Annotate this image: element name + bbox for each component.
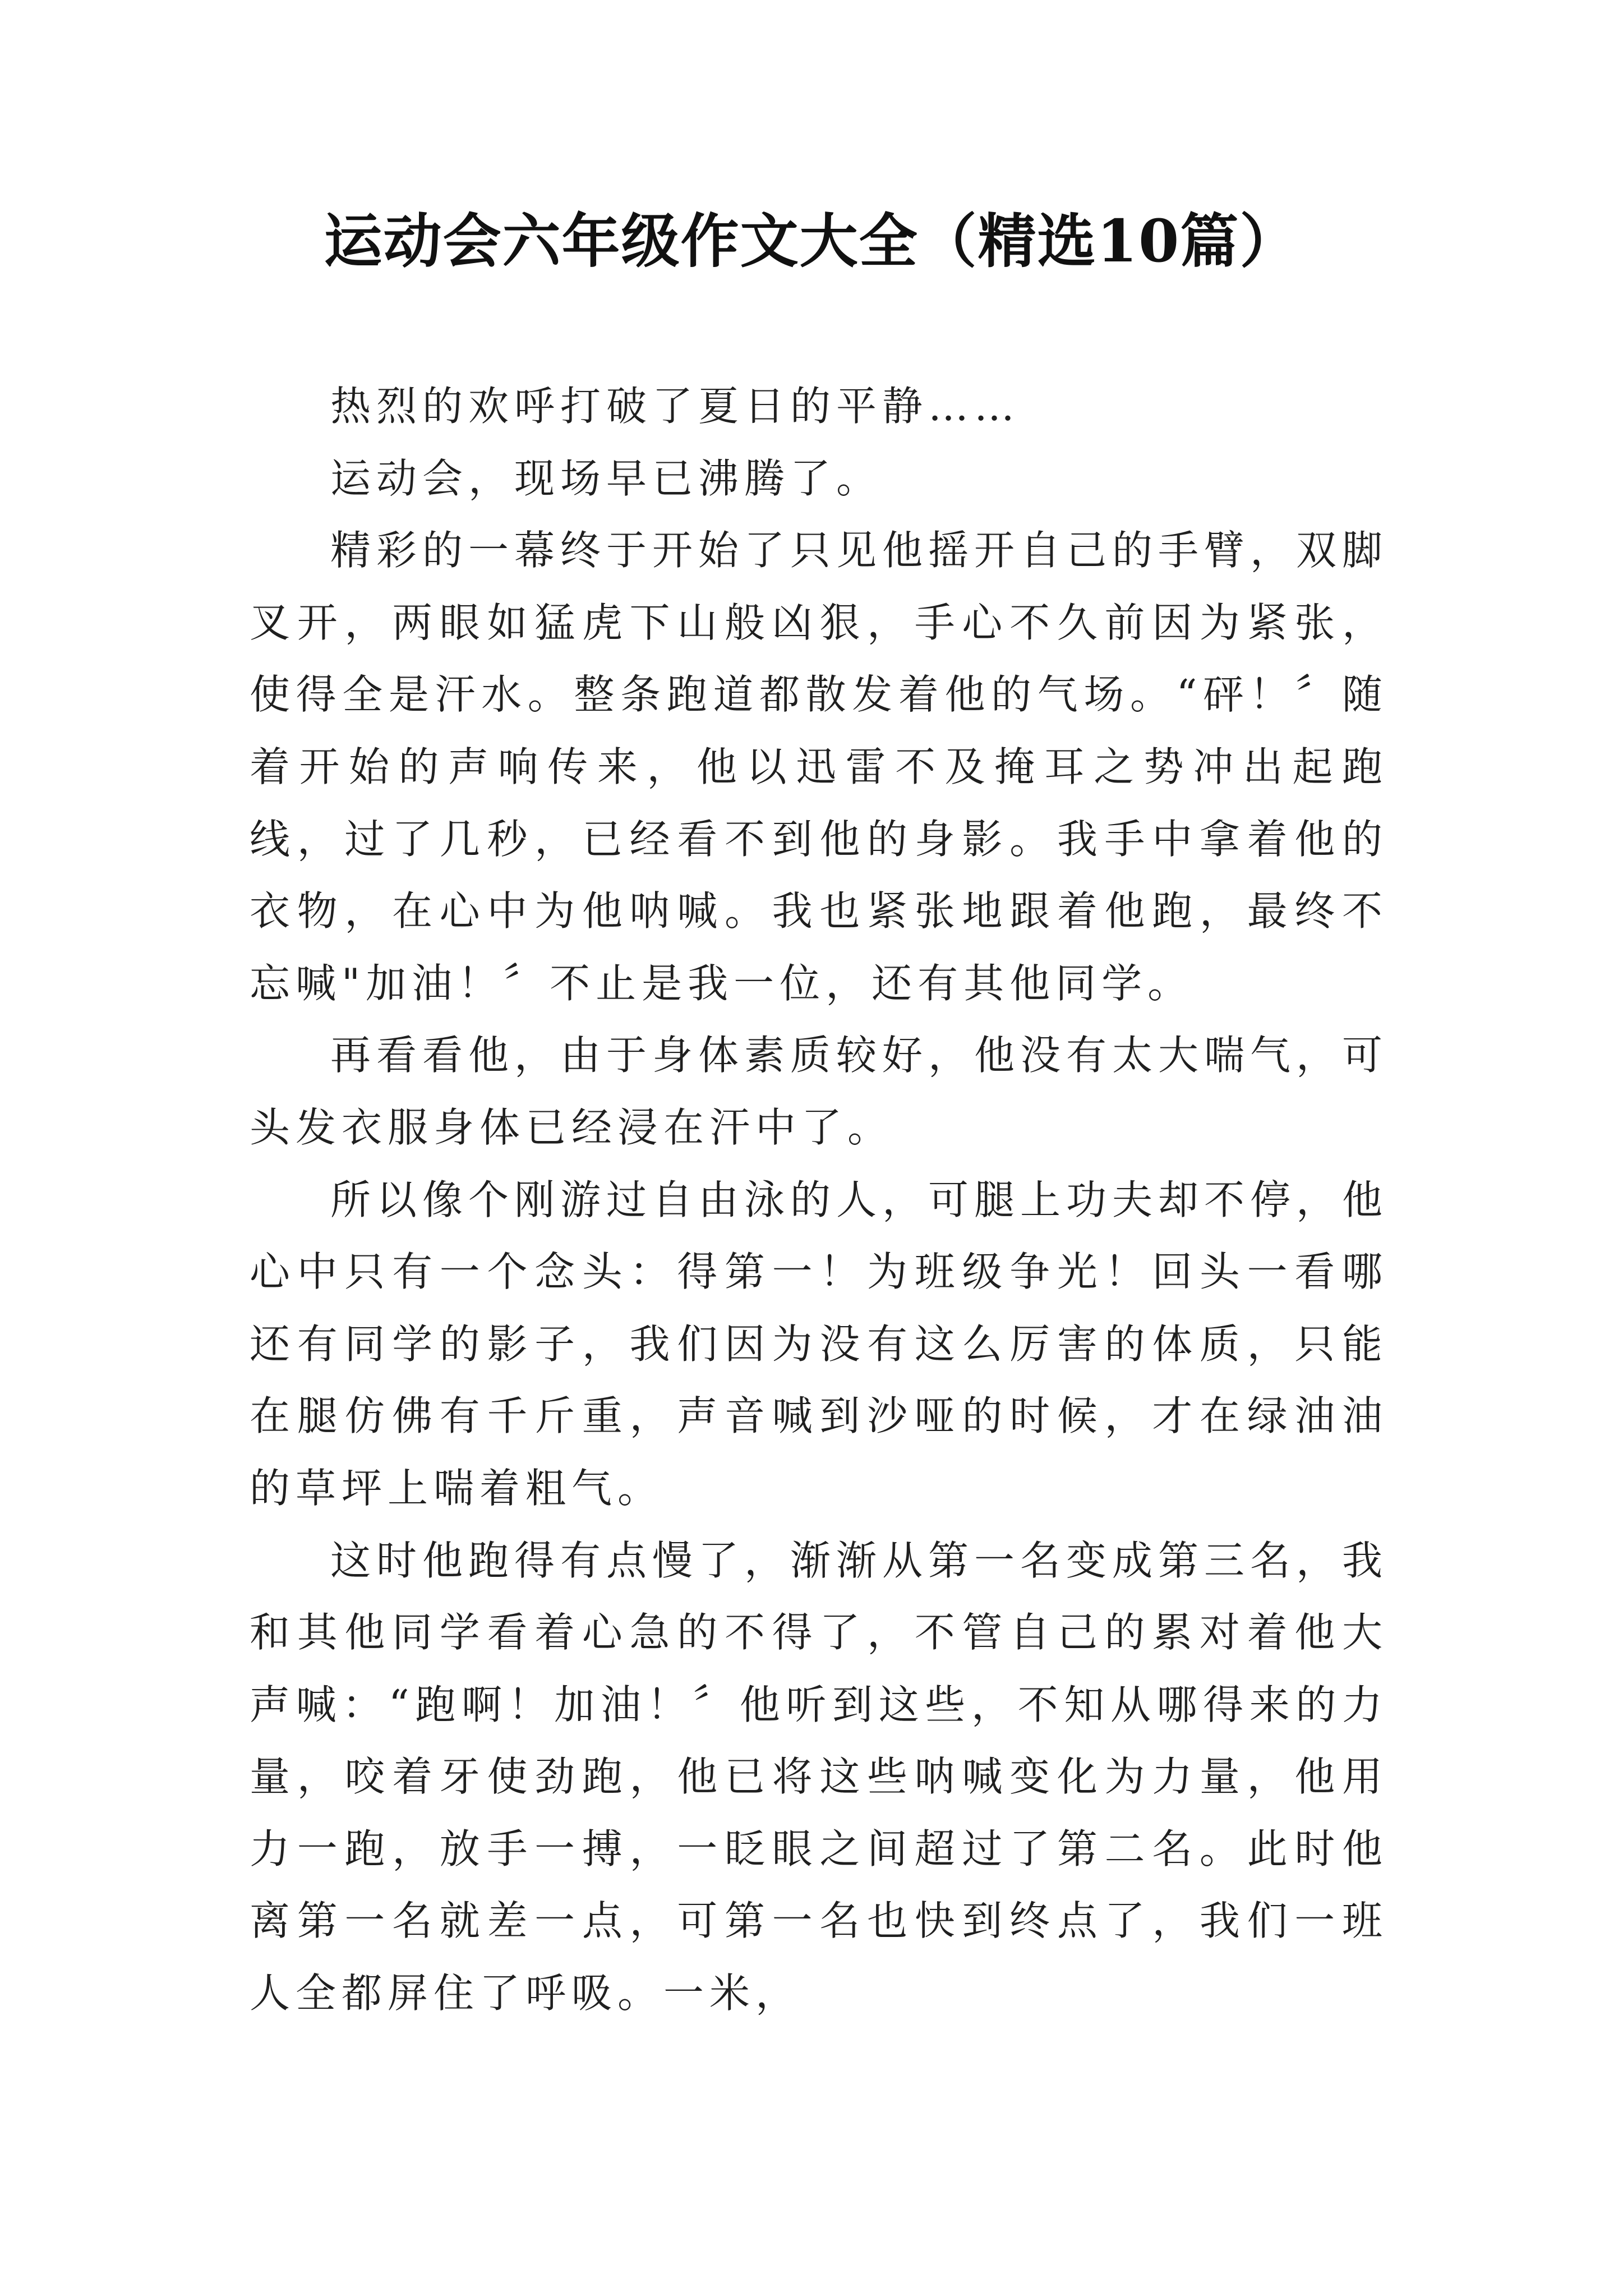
document-body bbox=[250, 370, 1388, 2030]
paragraph: 热烈的欢呼打破了夏日的平静…… bbox=[330, 383, 1021, 430]
paragraph: 再看看他，由于身体素质较好，他没有太大喘气，可头发衣服身体已经浸在汗中了。 bbox=[250, 1032, 1389, 1151]
paragraph: 所以像个刚游过自由泳的人，可腿上功夫却不停，他心中只有一个念头：得第一！为班级争光！回头一看哪还有同学的影子，我们因为没有这么厉害的体质，只能在腿仿佛有千斤重，声音喊到沙哑的时候，才在绿油油的草坪上喘着粗气。 bbox=[250, 1176, 1389, 1512]
paragraph: 精彩的一幕终于开始了只见他摇开自己的手臂，双脚叉开，两眼如猛虎下山般凶狠，手心不久前因为紧张，使得全是汗水。整条跑道都散发着他的气场。“砰！〞随着开始的声响传来，他以迅雷不及掩耳之势冲出起跑线，过了几秒，已经看不到他的身影。我手中拿着他的衣物，在心中为他呐喊。我也紧张地跟着他跑，最终不忘喊"加油！〞不止是我一位，还有其他同学。 bbox=[250, 527, 1389, 1007]
paragraph: 运动会，现场早已沸腾了。 bbox=[330, 454, 883, 502]
document-title: 运动会六年级作文大全（精选10篇） bbox=[324, 206, 1299, 275]
paragraph: 这时他跑得有点慢了，渐渐从第一名变成第三名，我和其他同学看着心急的不得了，不管自己的累对着他大声喊：“跑啊！加油！〞他听到这些，不知从哪得来的力量，咬着牙使劲跑，他已将这些呐喊变化为力量，他用力一跑，放手一搏，一眨眼之间超过了第二名。此时他离第一名就差一点，可第一名也快到终点了，我们一班人全都屏住了呼吸。一米， bbox=[250, 1536, 1389, 2017]
